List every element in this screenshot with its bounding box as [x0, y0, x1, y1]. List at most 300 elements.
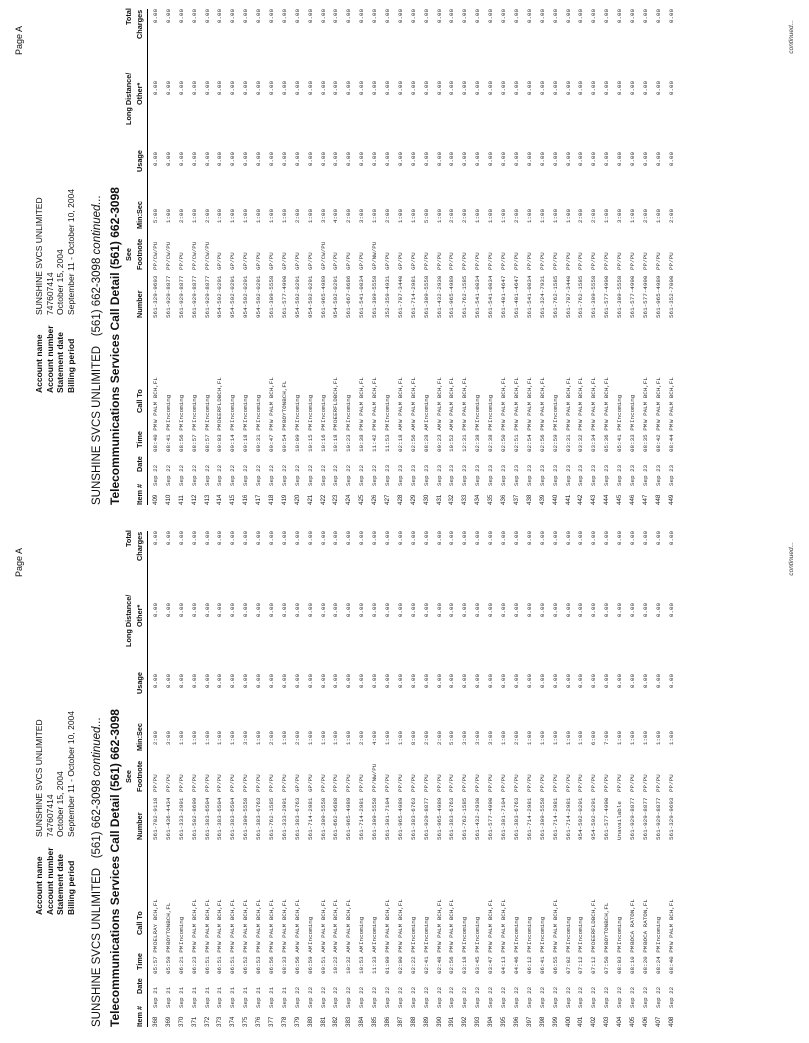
- long-distance-charge: 0.00: [487, 81, 495, 96]
- call-time: 10:16 PM: [319, 423, 327, 452]
- call-to: W PALM BCH,FL: [203, 899, 211, 945]
- phone-number: 561-929-8877: [190, 275, 198, 318]
- phone-number: 561-383-6504: [216, 797, 224, 840]
- usage-charge: 0.00: [319, 674, 327, 689]
- phone-number: 561-309-5558: [371, 275, 379, 318]
- total-charge: 0.00: [242, 9, 250, 24]
- col-date: Date: [135, 978, 144, 994]
- phone-number: 561-762-1585: [268, 797, 276, 840]
- usage-charge: 0.00: [564, 152, 572, 167]
- long-distance-charge: 0.00: [641, 603, 649, 618]
- item-number: 404: [616, 1016, 624, 1027]
- call-to: W PALM BCH,FL: [500, 899, 508, 945]
- usage-charge: 0.00: [435, 674, 443, 689]
- table-row: [266, 531, 279, 1027]
- long-distance-charge: 0.00: [564, 603, 572, 618]
- col-see: See: [124, 770, 133, 783]
- call-date: Sep 22: [551, 986, 559, 1008]
- long-distance-charge: 0.00: [190, 81, 198, 96]
- footnote-code: PP/PU: [255, 774, 263, 792]
- footnote-code: GP/PU: [332, 252, 340, 270]
- phone-number: 561-383-6763: [409, 797, 417, 840]
- phone-number: 561-329-9693: [667, 797, 675, 840]
- long-distance-charge: 0.00: [603, 603, 611, 618]
- call-to: Incoming: [512, 916, 520, 945]
- footnote-code: PP/PU: [448, 774, 456, 792]
- item-number: 392: [461, 1016, 469, 1027]
- call-date: Sep 23: [487, 464, 495, 486]
- account-name-value: SUNSHINE SVCS UNLIMITED: [34, 197, 44, 315]
- call-date: Sep 22: [255, 464, 263, 486]
- item-number: 369: [164, 1016, 172, 1027]
- call-to: Incoming: [306, 394, 314, 423]
- duration: 1:00: [396, 731, 404, 746]
- usage-charge: 0.00: [487, 152, 495, 167]
- call-date: Sep 22: [487, 986, 495, 1008]
- footnote-code: PP/PU: [512, 774, 520, 792]
- long-distance-charge: 0.00: [551, 81, 559, 96]
- call-to: BOYTONBCH,FL: [603, 902, 611, 945]
- duration: 1:00: [242, 209, 250, 224]
- item-number: 435: [487, 494, 495, 505]
- statement-date-label: Statement date: [55, 854, 65, 915]
- call-date: Sep 22: [203, 464, 211, 486]
- call-to: W PALM BCH,FL: [448, 899, 456, 945]
- table-row: [472, 531, 485, 1027]
- call-date: Sep 23: [396, 464, 404, 486]
- long-distance-charge: 0.00: [500, 81, 508, 96]
- call-date: Sep 23: [641, 464, 649, 486]
- call-to: W PALM BCH,FL: [396, 377, 404, 423]
- table-header: [124, 9, 148, 505]
- table-row: [537, 9, 550, 505]
- phone-number: 561-965-4989: [448, 275, 456, 318]
- col-ld-bottom: Other*: [135, 604, 144, 627]
- item-number: 420: [293, 494, 301, 505]
- account-name-label: Account name: [34, 856, 44, 915]
- table-row: [395, 9, 408, 505]
- table-row: [614, 531, 627, 1027]
- footnote-code: GP/PU: [216, 252, 224, 270]
- table-row: [189, 531, 202, 1027]
- call-time: 11:53 PM: [384, 423, 392, 452]
- item-number: 421: [306, 494, 314, 505]
- duration: 3:00: [164, 731, 172, 746]
- phone-number: 561-965-4989: [654, 275, 662, 318]
- item-number: 434: [474, 494, 482, 505]
- duration: 8:00: [409, 731, 417, 746]
- table-row: [163, 531, 176, 1027]
- item-number: 445: [616, 494, 624, 505]
- duration: 1:00: [190, 209, 198, 224]
- usage-charge: 0.00: [255, 152, 263, 167]
- long-distance-charge: 0.00: [409, 603, 417, 618]
- long-distance-charge: 0.00: [177, 603, 185, 618]
- item-number: 432: [448, 494, 456, 505]
- call-time: 10:23 PM: [345, 423, 353, 452]
- item-number: 371: [190, 1016, 198, 1027]
- call-time: 08:33 PM: [628, 423, 636, 452]
- total-charge: 0.00: [667, 531, 675, 546]
- footnote-code: PP/PU: [500, 774, 508, 792]
- item-number: 441: [564, 494, 572, 505]
- item-number: 403: [603, 1016, 611, 1027]
- phone-number: 561-309-5558: [371, 797, 379, 840]
- usage-charge: 0.00: [500, 152, 508, 167]
- call-to: W PALM BCH,FL: [487, 899, 495, 945]
- duration: 2:00: [268, 731, 276, 746]
- call-time: 12:31 PM: [461, 423, 469, 452]
- phone-number: 561-762-1585: [551, 275, 559, 318]
- footnote-code: PP/PU: [216, 774, 224, 792]
- usage-charge: 0.00: [152, 674, 159, 689]
- call-to: W PALM BCH,FL: [358, 377, 366, 423]
- total-charge: 0.00: [203, 9, 211, 24]
- duration: 1:00: [332, 731, 340, 746]
- table-row: [189, 9, 202, 505]
- total-charge: 0.00: [538, 9, 546, 24]
- table-row: [485, 9, 498, 505]
- phone-number: 561-965-4989: [435, 797, 443, 840]
- call-date: Sep 21: [203, 986, 211, 1008]
- table-row: [434, 9, 447, 505]
- table-row: [150, 9, 163, 505]
- item-number: 372: [203, 1016, 211, 1027]
- footnote-code: PP/PU: [268, 774, 276, 792]
- call-time: 10:09 PM: [293, 423, 301, 452]
- duration: 1:00: [487, 209, 495, 224]
- table-row: [279, 9, 292, 505]
- usage-charge: 0.00: [177, 674, 185, 689]
- table-row: [343, 531, 356, 1027]
- duration: 1:00: [551, 731, 559, 746]
- item-number: 368: [152, 1016, 159, 1027]
- call-to: Incoming: [461, 916, 469, 945]
- total-charge: 0.00: [628, 9, 636, 24]
- table-row: [176, 9, 189, 505]
- footnote-code: PP/PU: [448, 252, 456, 270]
- item-number: 431: [435, 494, 443, 505]
- call-date: Sep 23: [564, 464, 572, 486]
- footnote-code: PP/PU: [203, 774, 211, 792]
- total-charge: 0.00: [396, 9, 404, 24]
- table-row: [666, 531, 679, 1027]
- col-call-to: Call To: [135, 911, 144, 935]
- duration: 4:00: [332, 209, 340, 224]
- duration: 5:00: [422, 209, 430, 224]
- total-charge: 0.00: [358, 9, 366, 24]
- long-distance-charge: 0.00: [628, 603, 636, 618]
- long-distance-charge: 0.00: [332, 603, 340, 618]
- long-distance-charge: 0.00: [422, 81, 430, 96]
- table-row: [318, 531, 331, 1027]
- table-row: [485, 531, 498, 1027]
- footnote-code: PP/PU: [422, 774, 430, 792]
- phone-number: 561-329-9693: [152, 275, 159, 318]
- phone-number: 561-577-4990: [603, 797, 611, 840]
- item-number: 378: [280, 1016, 288, 1027]
- call-date: Sep 23: [461, 464, 469, 486]
- item-number: 375: [242, 1016, 250, 1027]
- section-continued: continued...: [91, 716, 103, 777]
- item-number: 400: [564, 1016, 572, 1027]
- call-to: W PALM BCH,FL: [603, 377, 611, 423]
- usage-charge: 0.00: [435, 152, 443, 167]
- table-row: [575, 9, 588, 505]
- long-distance-charge: 0.00: [396, 603, 404, 618]
- footnote-code: PP/PU: [628, 252, 636, 270]
- duration: 1:00: [500, 731, 508, 746]
- duration: 1:00: [371, 209, 379, 224]
- call-time: 02:38 PM: [487, 423, 495, 452]
- call-time: 02:56 AM: [409, 423, 417, 452]
- col-usage: Usage: [135, 150, 144, 172]
- table-row: [214, 9, 227, 505]
- call-to: W PALM BCH,FL: [525, 377, 533, 423]
- table-row: [202, 9, 215, 505]
- phone-number: 561-762-1585: [577, 275, 585, 318]
- footnote-code: PP/PU: [577, 774, 585, 792]
- call-date: Sep 21: [164, 986, 172, 1008]
- item-number: 386: [384, 1016, 392, 1027]
- duration: 1:00: [564, 731, 572, 746]
- usage-charge: 0.00: [396, 674, 404, 689]
- call-to: W PALM BCH,FL: [396, 899, 404, 945]
- phone-number: 954-592-0291: [577, 797, 585, 840]
- long-distance-charge: 0.00: [590, 81, 598, 96]
- item-number: 385: [371, 1016, 379, 1027]
- call-to: W PALM BCH,FL: [435, 377, 443, 423]
- call-time: 05:41 PM: [616, 423, 624, 452]
- phone-number: 954-592-0291: [306, 275, 314, 318]
- item-number: 373: [216, 1016, 224, 1027]
- duration: 2:00: [512, 209, 520, 224]
- duration: 1:00: [654, 731, 662, 746]
- call-time: 06:41 PM: [538, 945, 546, 974]
- section-continued: continued...: [91, 194, 103, 255]
- footnote-code: PP/PU: [641, 252, 649, 270]
- item-number: 397: [525, 1016, 533, 1027]
- usage-charge: 0.00: [190, 674, 198, 689]
- duration: 1:00: [216, 209, 224, 224]
- phone-number: 561-541-0034: [358, 275, 366, 318]
- table-row: [524, 531, 537, 1027]
- total-charge: 0.00: [229, 531, 237, 546]
- call-time: 06:51 PM: [216, 945, 224, 974]
- long-distance-charge: 0.00: [293, 81, 301, 96]
- item-number: 396: [512, 1016, 520, 1027]
- table-row: [227, 531, 240, 1027]
- total-charge: 0.00: [487, 531, 495, 546]
- col-item: Item #: [135, 483, 144, 505]
- phone-number: 561-714-2981: [409, 275, 417, 318]
- billing-period-value: September 11 - October 10, 2004: [65, 710, 76, 837]
- call-time: 01:09 PM: [384, 945, 392, 974]
- long-distance-charge: 0.00: [164, 81, 172, 96]
- total-charge: 0.00: [319, 9, 327, 24]
- footnote-code: PP/CW/PU: [203, 241, 211, 270]
- call-date: Sep 21: [242, 986, 250, 1008]
- phone-number: 561-707-3440: [564, 275, 572, 318]
- long-distance-charge: 0.00: [422, 603, 430, 618]
- call-time: 02:56 PM: [448, 945, 456, 974]
- account-number-label: Account number: [44, 847, 55, 915]
- long-distance-charge: 0.00: [654, 81, 662, 96]
- long-distance-charge: 0.00: [319, 81, 327, 96]
- long-distance-charge: 0.00: [358, 81, 366, 96]
- phone-number: 561-541-0034: [474, 275, 482, 318]
- duration: 1:00: [538, 731, 546, 746]
- call-date: Sep 21: [190, 986, 198, 1008]
- call-date: Sep 23: [474, 464, 482, 486]
- item-number: 387: [396, 1016, 404, 1027]
- call-time: 11:42 PM: [371, 423, 379, 452]
- call-date: Sep 21: [268, 986, 276, 1008]
- call-time: 03:31 PM: [564, 423, 572, 452]
- long-distance-charge: 0.00: [319, 603, 327, 618]
- total-charge: 0.00: [384, 9, 392, 24]
- long-distance-charge: 0.00: [164, 603, 172, 618]
- call-time: 02:54 PM: [525, 423, 533, 452]
- section-title: SUNSHINE SVCS UNLIMITED: [91, 345, 103, 505]
- item-number: 437: [512, 494, 520, 505]
- total-charge: 0.00: [654, 531, 662, 546]
- call-to: W PALM BCH,FL: [448, 377, 456, 423]
- phone-number: 561-667-8686: [345, 275, 353, 318]
- phone-number: 352-359-4931: [384, 275, 392, 318]
- phone-number: 561-662-6688: [332, 797, 340, 840]
- item-number: 438: [525, 494, 533, 505]
- total-charge: 0.00: [500, 9, 508, 24]
- duration: 1:00: [384, 731, 392, 746]
- item-number: 439: [538, 494, 546, 505]
- phone-number: 561-502-8699: [190, 797, 198, 840]
- statement-date-label: Statement date: [55, 332, 65, 393]
- call-time: 06:56 AM: [293, 945, 301, 974]
- long-distance-charge: 0.00: [435, 81, 443, 96]
- header-rule: [147, 531, 148, 1027]
- call-date: Sep 22: [422, 986, 430, 1008]
- duration: 2:00: [448, 209, 456, 224]
- call-to: Incoming: [358, 916, 366, 945]
- call-to: DEERFLDBCH,FL: [590, 899, 598, 945]
- table-row: [382, 9, 395, 505]
- item-number: 444: [603, 494, 611, 505]
- call-date: Sep 22: [306, 986, 314, 1008]
- total-charge: 0.00: [255, 531, 263, 546]
- call-time: 06:56 PM: [268, 945, 276, 974]
- footnote-code: PP/PU: [628, 774, 636, 792]
- call-date: Sep 23: [628, 464, 636, 486]
- long-distance-charge: 0.00: [512, 603, 520, 618]
- total-charge: 0.00: [371, 531, 379, 546]
- table-row: [292, 9, 305, 505]
- col-total-top: Total: [124, 530, 133, 547]
- total-charge: 0.00: [603, 9, 611, 24]
- call-to: W PALM BCH,FL: [590, 377, 598, 423]
- phone-number: 561-577-4990: [603, 275, 611, 318]
- call-to: Incoming: [255, 394, 263, 423]
- call-time: 08:03 PM: [616, 945, 624, 974]
- table-row: [227, 9, 240, 505]
- duration: 1:00: [628, 209, 636, 224]
- footnote-code: PP/PU: [654, 252, 662, 270]
- total-charge: 0.00: [422, 9, 430, 24]
- usage-charge: 0.00: [538, 674, 546, 689]
- duration: 2:00: [422, 731, 430, 746]
- long-distance-charge: 0.00: [538, 81, 546, 96]
- duration: 2:00: [590, 209, 598, 224]
- call-to: W PALM BCH,FL: [242, 899, 250, 945]
- col-see: See: [124, 248, 133, 261]
- footnote-code: PP/PU: [525, 774, 533, 792]
- phone-number: 561-383-6504: [229, 797, 237, 840]
- call-time: 08:33 PM: [280, 945, 288, 974]
- duration: 6:00: [590, 731, 598, 746]
- table-row: [537, 531, 550, 1027]
- phone-number: 561-929-8877: [422, 797, 430, 840]
- call-date: Sep 23: [654, 464, 662, 486]
- long-distance-charge: 0.00: [216, 81, 224, 96]
- table-row: [292, 531, 305, 1027]
- call-date: Sep 22: [293, 464, 301, 486]
- footnote-code: GP/PU: [293, 252, 301, 270]
- footnote-code: PP/PU: [190, 774, 198, 792]
- table-row: [240, 9, 253, 505]
- duration: 1:00: [641, 731, 649, 746]
- usage-charge: 0.00: [590, 674, 598, 689]
- duration: 5:00: [448, 731, 456, 746]
- call-time: 02:41 PM: [422, 945, 430, 974]
- footnote-code: PP/CW/PU: [164, 241, 172, 270]
- footnote-code: PP/PU: [332, 774, 340, 792]
- call-date: Sep 22: [268, 464, 276, 486]
- long-distance-charge: 0.00: [512, 81, 520, 96]
- phone-number: 954-592-0291: [229, 275, 237, 318]
- table-row: [382, 531, 395, 1027]
- phone-number: 561-309-5558: [422, 275, 430, 318]
- footnote-code: PP/PU: [242, 774, 250, 792]
- table-row: [446, 9, 459, 505]
- long-distance-charge: 0.00: [216, 603, 224, 618]
- footnote-code: GP/PU: [268, 252, 276, 270]
- footnote-code: PP/PU: [667, 252, 675, 270]
- call-time: 08:57 PM: [203, 423, 211, 452]
- footnote-code: PP/PU: [435, 252, 443, 270]
- call-date: Sep 23: [409, 464, 417, 486]
- duration: 2:00: [667, 209, 675, 224]
- table-row: [653, 9, 666, 505]
- call-detail-title: Telecommunications Services Call Detail (561) 662-3098: [108, 709, 122, 1027]
- call-to: Incoming: [345, 394, 353, 423]
- duration: 1:00: [474, 209, 482, 224]
- table-row: [563, 9, 576, 505]
- footnote-code: PP/PU: [641, 774, 649, 792]
- item-number: 442: [577, 494, 585, 505]
- footnote-code: PP/PU: [551, 774, 559, 792]
- table-row: [640, 9, 653, 505]
- item-number: 374: [229, 1016, 237, 1027]
- total-charge: 0.00: [616, 531, 624, 546]
- call-date: Sep 22: [358, 986, 366, 1008]
- duration: 2:00: [358, 731, 366, 746]
- call-to: Incoming: [422, 394, 430, 423]
- billing-period-value: September 11 - October 10, 2004: [65, 188, 76, 315]
- long-distance-charge: 0.00: [577, 81, 585, 96]
- long-distance-charge: 0.00: [384, 81, 392, 96]
- call-date: Sep 22: [628, 986, 636, 1008]
- col-call-to: Call To: [135, 389, 144, 413]
